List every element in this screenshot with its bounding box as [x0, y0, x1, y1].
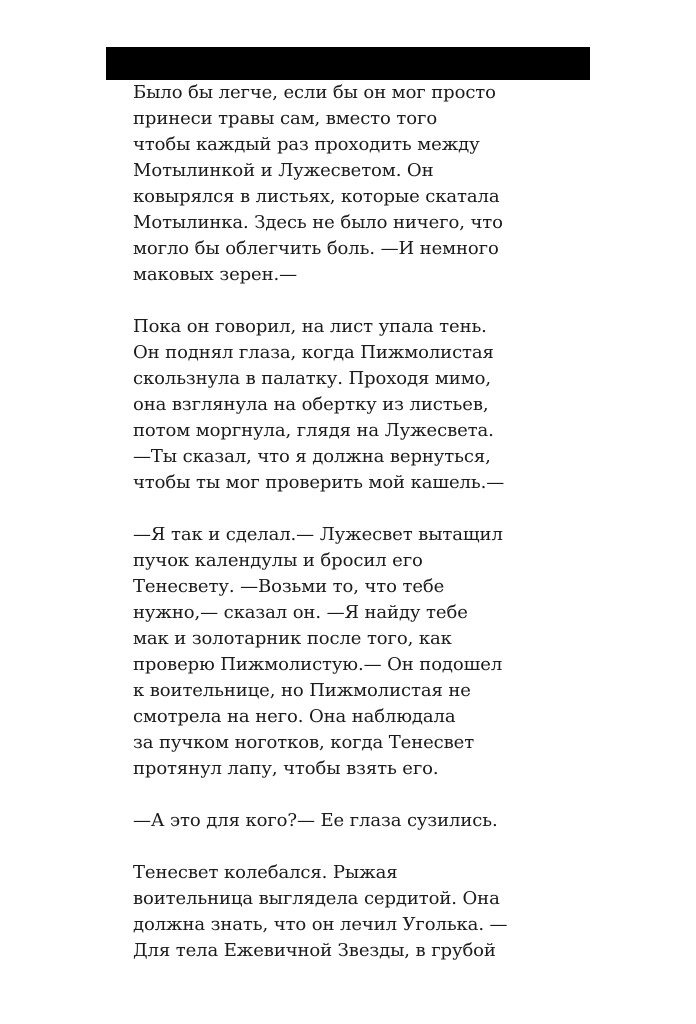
- paragraph: [133, 80, 593, 288]
- text-line: воительница выглядела сердитой. Она: [133, 888, 500, 909]
- text-line: должна знать, что он лечил Уголька. —: [133, 914, 508, 935]
- paragraph: [133, 808, 593, 834]
- text-line: за пучком ноготков, когда Тенесвет: [133, 732, 475, 753]
- text-line: нужно,— сказал он. —Я найду тебе: [133, 602, 468, 623]
- text-line: —Ты сказал, что я должна вернуться,: [133, 446, 491, 467]
- text-line: Для тела Ежевичной Звезды, в грубой: [133, 940, 496, 961]
- text-line: Он поднял глаза, когда Пижмолистая: [133, 342, 494, 363]
- text-line: скользнула в палатку. Проходя мимо,: [133, 368, 491, 389]
- text-line: пучок календулы и бросил его: [133, 550, 423, 571]
- text-line: —Я так и сделал.— Лужесвет вытащил: [133, 524, 503, 545]
- text-line: потом моргнула, глядя на Лужесвета.: [133, 420, 494, 441]
- text-line: Тенесвет колебался. Рыжая: [133, 862, 398, 883]
- text-line: к воительнице, но Пижмолистая не: [133, 680, 471, 701]
- text-line: смотрела на него. Она наблюдала: [133, 706, 456, 727]
- paragraph: [133, 860, 593, 964]
- text-line: Мотылинкой и Лужесветом. Он: [133, 160, 434, 181]
- text-line: чтобы каждый раз проходить между: [133, 134, 480, 155]
- text-line: Пока он говорил, на лист упала тень.: [133, 316, 487, 337]
- text-line: принеси травы сам, вместо того: [133, 108, 438, 129]
- text-line: мак и золотарник после того, как: [133, 628, 452, 649]
- text-line: Мотылинка. Здесь не было ничего, что: [133, 212, 503, 233]
- text-line: Было бы легче, если бы он мог просто: [133, 82, 496, 103]
- text-line: —А это для кого?— Ее глаза сузились.: [133, 810, 498, 831]
- text-line: ковырялся в листьях, которые скатала: [133, 186, 500, 207]
- redaction-bar: [106, 47, 590, 80]
- text-line: протянул лапу, чтобы взять его.: [133, 758, 439, 779]
- paragraph: [133, 522, 593, 782]
- text-line: могло бы облегчить боль. —И немного: [133, 238, 499, 259]
- text-line: проверю Пижмолистую.— Он подошел: [133, 654, 503, 675]
- text-line: Тенесвету. —Возьми то, что тебе: [133, 576, 445, 597]
- paragraph: [133, 314, 593, 496]
- body-text: [133, 80, 593, 990]
- text-line: маковых зерен.—: [133, 264, 298, 285]
- text-line: она взглянула на обертку из листьев,: [133, 394, 489, 415]
- text-line: чтобы ты мог проверить мой кашель.—: [133, 472, 505, 493]
